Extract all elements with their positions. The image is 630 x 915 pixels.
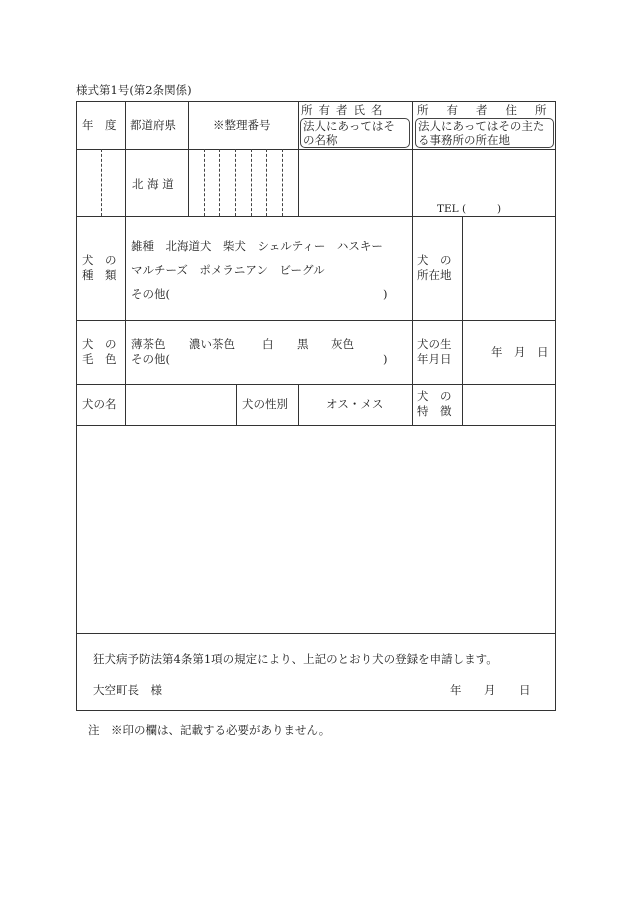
row-divider	[76, 633, 556, 634]
sex-options: オス・メス	[326, 397, 384, 411]
application-statement: 狂犬病予防法第4条第1項の規定により、上記のとおり犬の登録を申請します。	[93, 652, 498, 666]
owner-address-note-line1: 法人にあってはその主た	[418, 119, 545, 133]
reg-digit-divider	[235, 149, 236, 216]
feature-label-line1: 犬 の	[417, 389, 452, 403]
date-year: 年	[450, 683, 462, 697]
reg-digit-divider	[251, 149, 252, 216]
color-option: 黒	[297, 337, 309, 351]
breed-label-line2: 種 類	[82, 268, 117, 282]
color-label-line2: 毛 色	[82, 352, 117, 366]
col-divider	[412, 384, 413, 425]
addressee: 大空町長 様	[93, 683, 162, 697]
header-owner-name: 所有者氏名	[301, 103, 389, 117]
owner-address-note-line2: る事務所の所在地	[418, 133, 510, 147]
row-divider	[76, 149, 556, 150]
col-divider	[298, 384, 299, 425]
col-divider	[412, 216, 413, 384]
color-option: 灰色	[331, 337, 354, 351]
color-option: 濃い茶色	[189, 337, 235, 351]
birth-label-line1: 犬の生	[417, 337, 452, 351]
owner-name-note-line1: 法人にあってはそ	[303, 119, 395, 133]
breed-other-open: その他(	[131, 287, 170, 301]
breed-other-close: )	[383, 287, 388, 301]
footnote: 注 ※印の欄は、記載する必要がありません。	[88, 723, 331, 737]
feature-label-line2: 特 徴	[417, 404, 452, 418]
year-digit-divider	[101, 149, 102, 216]
reg-digit-divider	[204, 149, 205, 216]
color-other-open: その他(	[131, 352, 170, 366]
col-divider	[462, 216, 463, 384]
location-label-line1: 犬 の	[417, 253, 452, 267]
tel-close: )	[497, 203, 502, 215]
reg-digit-divider	[266, 149, 267, 216]
tel-label: TEL (	[437, 203, 467, 215]
dog-name-label: 犬の名	[82, 397, 117, 411]
birth-label-line2: 年月日	[417, 352, 452, 366]
header-reg-no: ※整理番号	[213, 118, 271, 132]
col-divider	[125, 101, 126, 216]
col-divider	[188, 101, 189, 216]
owner-name-note-line2: の名称	[303, 133, 338, 147]
breed-options-line1: 雑種 北海道犬 柴犬 シェルティー ハスキー	[131, 239, 383, 253]
row-divider	[76, 384, 556, 385]
reg-digit-divider	[219, 149, 220, 216]
color-option: 薄茶色	[131, 337, 166, 351]
color-option: 白	[262, 337, 274, 351]
breed-label-line1: 犬 の	[82, 253, 117, 267]
row-divider	[76, 425, 556, 426]
header-owner-address: 所有者住所	[417, 103, 565, 117]
color-other-close: )	[383, 352, 388, 366]
location-label-line2: 所在地	[417, 268, 452, 282]
birth-date: 年 月 日	[491, 345, 549, 359]
col-divider	[462, 384, 463, 425]
form-label: 様式第1号(第2条関係)	[76, 83, 192, 97]
row-divider	[76, 320, 556, 321]
sex-label: 犬の性別	[242, 397, 288, 411]
header-year: 年 度	[82, 118, 117, 132]
col-divider	[298, 101, 299, 216]
col-divider	[236, 384, 237, 425]
date-month: 月	[484, 683, 496, 697]
breed-options-line2: マルチーズ ポメラニアン ビーグル	[131, 263, 325, 277]
color-label-line1: 犬 の	[82, 337, 117, 351]
application-form-table	[76, 101, 556, 711]
row-divider	[76, 216, 556, 217]
col-divider	[125, 216, 126, 384]
prefecture-value: 北 海 道	[132, 177, 174, 191]
reg-digit-divider	[282, 149, 283, 216]
col-divider	[125, 384, 126, 425]
header-prefecture: 都道府県	[130, 118, 176, 132]
col-divider	[412, 101, 413, 216]
date-day: 日	[519, 683, 531, 697]
